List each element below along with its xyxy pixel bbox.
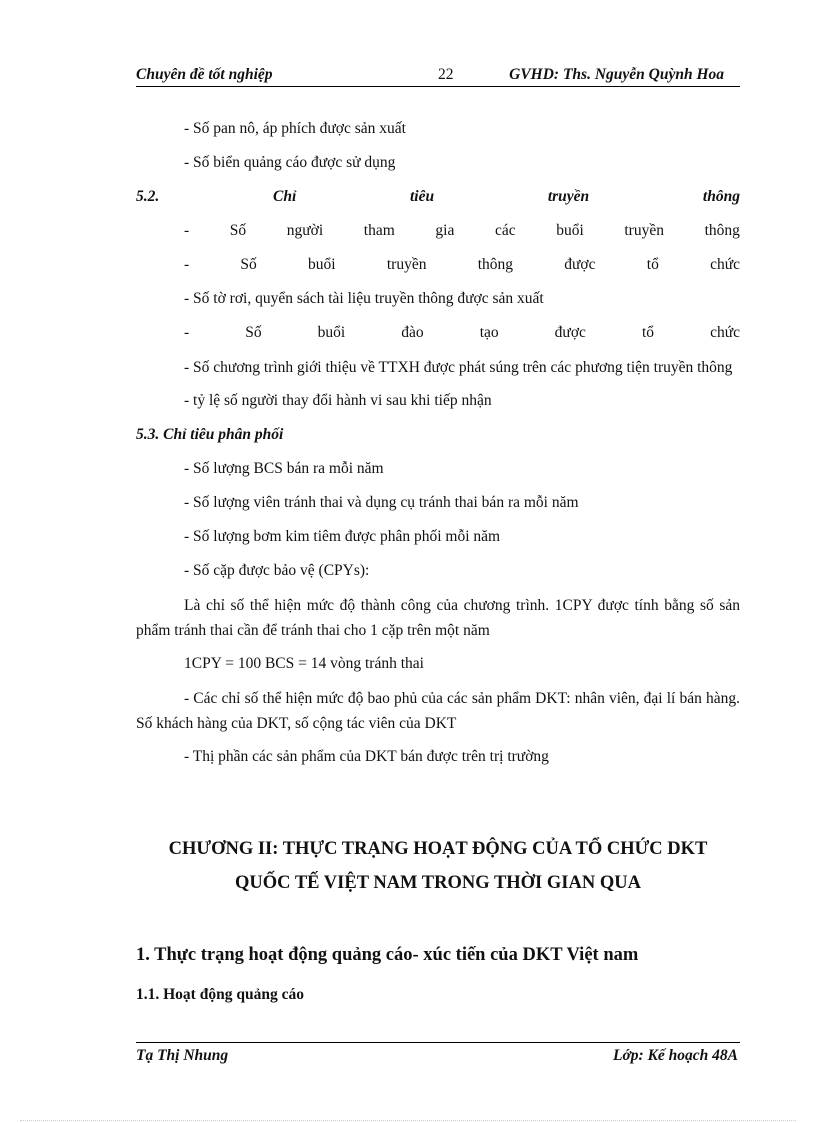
justified-word: Số (229, 222, 247, 239)
justified-word: buổi (308, 256, 336, 273)
bullet-line: - Số lượng viên tránh thai và dụng cụ tránh thai bán ra mỗi năm (184, 494, 579, 511)
justified-word: tham (363, 222, 395, 239)
justified-word: - (184, 324, 190, 341)
formula-line: 1CPY = 100 BCS = 14 vòng tránh thai (184, 655, 424, 672)
justified-word: buổi (556, 222, 584, 239)
justified-word: truyền (386, 256, 427, 273)
page-footer (136, 1042, 740, 1073)
page-edge-divider (20, 1120, 796, 1121)
justified-word: người (286, 222, 324, 239)
chapter-title-line: QUỐC TẾ VIỆT NAM TRONG THỜI GIAN QUA (235, 873, 641, 893)
bullet-line-justified (136, 214, 740, 248)
justified-word: chức (710, 256, 740, 273)
justified-word: gia (435, 222, 455, 239)
justified-word: Chỉ (272, 188, 297, 205)
justified-word: được (554, 324, 586, 341)
justified-word: truyền (547, 188, 590, 205)
bullet-line: - Thị phần các sản phẩm của DKT bán được trên trị trường (184, 748, 549, 765)
justified-word: thông (702, 188, 740, 205)
bullet-line: - Số lượng BCS bán ra mỗi năm (184, 460, 384, 477)
paragraph: Là chỉ số thể hiện mức độ thành công của chương trình. 1CPY được tính bằng số sản phẩm tránh thai cần để tránh thai cho 1 cặp trên một năm (136, 597, 740, 639)
justified-word: tiêu (409, 188, 435, 205)
justified-word: thông (477, 256, 514, 273)
justified-word: tạo (479, 324, 499, 341)
document-body (136, 112, 740, 774)
justified-word: tổ (646, 256, 659, 273)
justified-word: thông (704, 222, 740, 239)
bullet-line-justified (136, 316, 740, 350)
bullet-line: - Số cặp được bảo vệ (CPYs): (184, 562, 370, 579)
justified-word: buổi (317, 324, 346, 341)
justified-word: Số (245, 324, 262, 341)
justified-word: 5.2. (136, 188, 160, 205)
header-supervisor: GVHD: Ths. Nguyễn Quỳnh Hoa (509, 66, 724, 83)
justified-word: - (184, 222, 190, 239)
justified-word: được (564, 256, 596, 273)
heading-2: 1.1. Hoạt động quảng cáo (136, 986, 304, 1003)
chapter-title (136, 832, 740, 900)
bullet-line: - Số pan nô, áp phích được sản xuất (184, 120, 406, 137)
section-heading-5-3: 5.3. Chỉ tiêu phân phối (136, 426, 284, 443)
footer-class: Lớp: Kế hoạch 48A (613, 1047, 738, 1064)
justified-word: đào (401, 324, 424, 341)
paragraph: - Số chương trình giới thiệu về TTXH được phát súng trên các phương tiện truyền thông (184, 359, 733, 376)
page-header (136, 64, 740, 87)
section-heading-5-2 (136, 180, 740, 214)
justified-word: Số (240, 256, 257, 273)
page-number: 22 (438, 66, 454, 83)
bullet-line: - Số tờ rơi, quyển sách tài liệu truyền thông được sản xuất (184, 290, 544, 307)
justified-word: tổ (641, 324, 655, 341)
bullet-line: - tỷ lệ số người thay đổi hành vi sau khi tiếp nhận (184, 392, 492, 409)
header-title: Chuyên đề tốt nghiệp (136, 66, 273, 83)
heading-1: 1. Thực trạng hoạt động quảng cáo- xúc tiến của DKT Việt nam (136, 945, 639, 965)
bullet-line: - Số biển quảng cáo được sử dụng (184, 154, 396, 171)
bullet-line: - Số lượng bơm kim tiêm được phân phối mỗi năm (184, 528, 501, 545)
paragraph: - Các chỉ số thể hiện mức độ bao phủ của các sản phẩm DKT: nhân viên, đại lí bán hàng. Số khách hàng của DKT, số cộng tác viên của DKT (136, 690, 740, 732)
justified-word: truyền (624, 222, 664, 239)
justified-word: - (184, 256, 190, 273)
justified-word: các (494, 222, 516, 239)
chapter-title-line: CHƯƠNG II: THỰC TRẠNG HOẠT ĐỘNG CỦA TỔ CHỨC DKT (168, 839, 708, 859)
justified-word: chức (710, 324, 740, 341)
footer-author: Tạ Thị Nhung (136, 1047, 229, 1064)
bullet-line-justified (136, 248, 740, 282)
